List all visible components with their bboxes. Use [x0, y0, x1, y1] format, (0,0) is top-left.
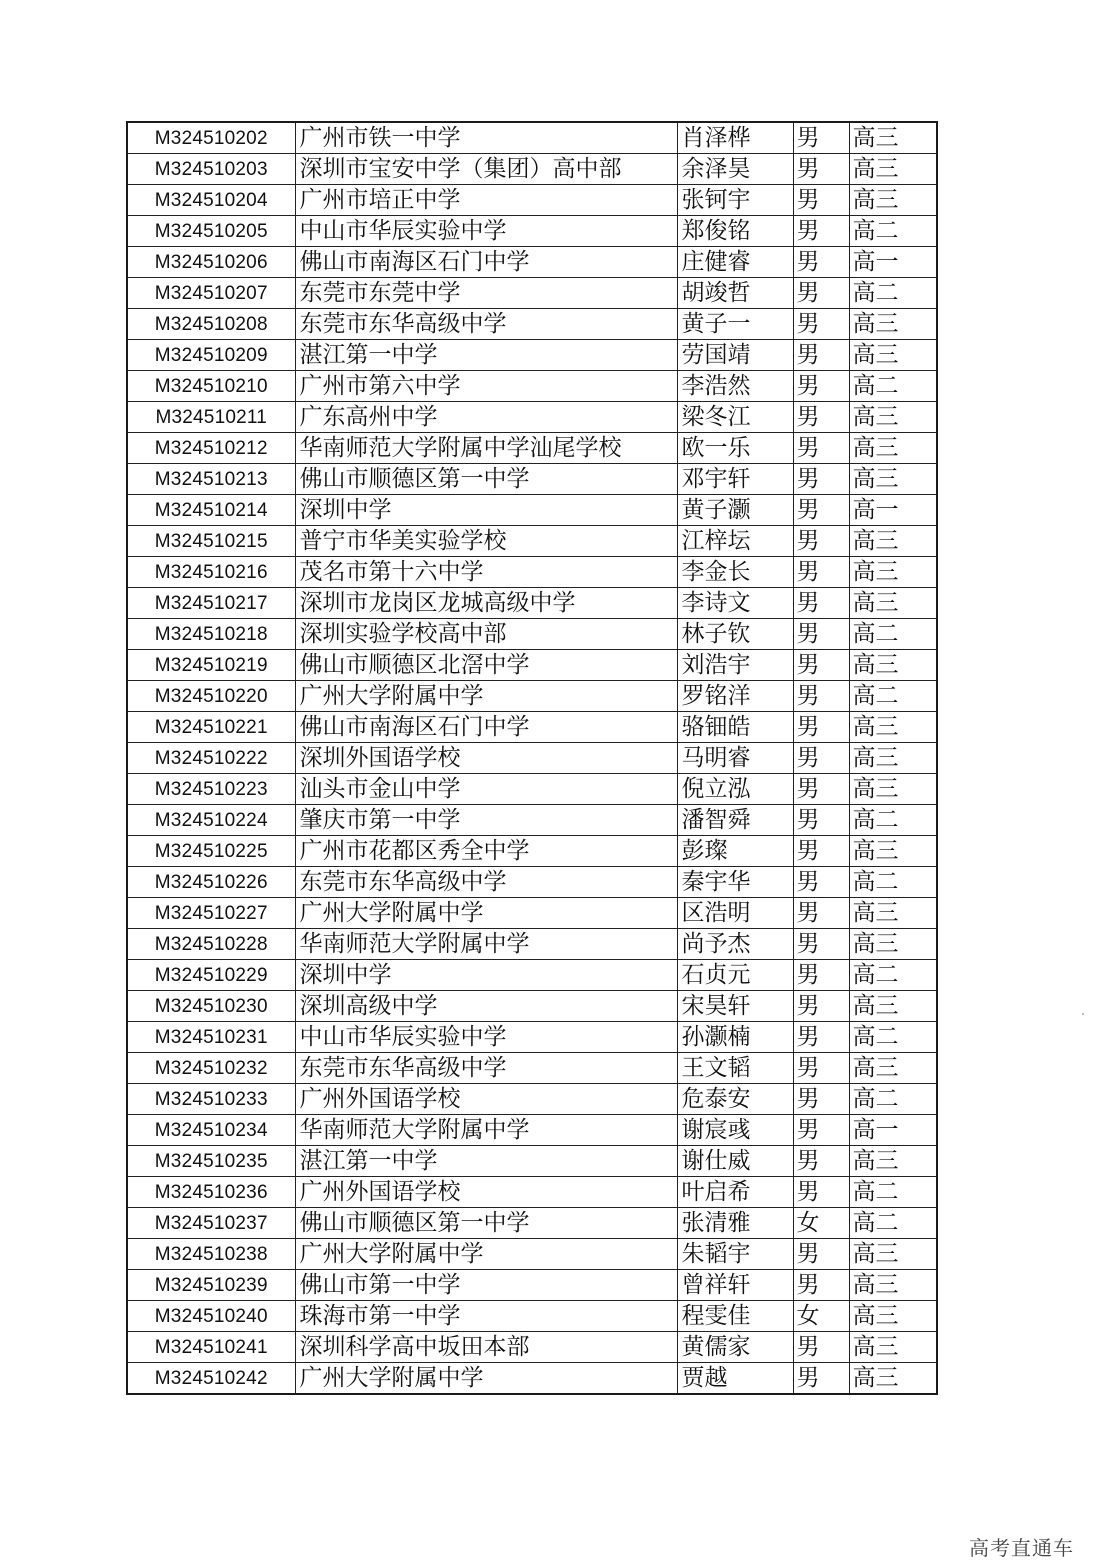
table-row: [127, 1363, 937, 1395]
cell-gender: 男: [793, 619, 849, 650]
cell-grade: 高二: [849, 960, 937, 991]
cell-gender: 男: [793, 681, 849, 712]
cell-candidate-id: M324510206: [127, 247, 295, 278]
cell-school: 深圳外国语学校: [295, 743, 677, 774]
cell-gender: 男: [793, 588, 849, 619]
cell-school: 佛山市顺德区第一中学: [295, 1208, 677, 1239]
cell-grade: 高三: [849, 185, 937, 216]
cell-gender: 男: [793, 960, 849, 991]
cell-gender: 男: [793, 1053, 849, 1084]
table-row: [127, 247, 937, 278]
cell-candidate-id: M324510203: [127, 154, 295, 185]
table-row: [127, 309, 937, 340]
cell-gender: 男: [793, 247, 849, 278]
cell-school: 华南师范大学附属中学: [295, 1115, 677, 1146]
table-row: [127, 774, 937, 805]
cell-school: 深圳中学: [295, 960, 677, 991]
cell-gender: 男: [793, 495, 849, 526]
table-row: [127, 1146, 937, 1177]
table-row: [127, 712, 937, 743]
cell-school: 广州外国语学校: [295, 1084, 677, 1115]
cell-candidate-id: M324510210: [127, 371, 295, 402]
cell-student-name: 谢宸彧: [677, 1115, 793, 1146]
cell-gender: 男: [793, 774, 849, 805]
cell-grade: 高一: [849, 1115, 937, 1146]
cell-gender: 男: [793, 402, 849, 433]
table-row: [127, 1177, 937, 1208]
cell-student-name: 谢仕威: [677, 1146, 793, 1177]
cell-grade: 高二: [849, 216, 937, 247]
table-row: [127, 1332, 937, 1363]
cell-gender: 男: [793, 867, 849, 898]
cell-grade: 高三: [849, 929, 937, 960]
cell-student-name: 危泰安: [677, 1084, 793, 1115]
cell-candidate-id: M324510215: [127, 526, 295, 557]
cell-student-name: 张清雅: [677, 1208, 793, 1239]
cell-grade: 高三: [849, 154, 937, 185]
cell-gender: 男: [793, 1270, 849, 1301]
table-row: [127, 526, 937, 557]
cell-gender: 男: [793, 1146, 849, 1177]
table-row: [127, 495, 937, 526]
cell-student-name: 劳国靖: [677, 340, 793, 371]
cell-school: 东莞市东莞中学: [295, 278, 677, 309]
cell-school: 深圳市龙岗区龙城高级中学: [295, 588, 677, 619]
table-row: [127, 867, 937, 898]
cell-student-name: 李金长: [677, 557, 793, 588]
cell-student-name: 王文韬: [677, 1053, 793, 1084]
cell-student-name: 贾越: [677, 1363, 793, 1395]
cell-gender: 男: [793, 371, 849, 402]
cell-student-name: 石贞元: [677, 960, 793, 991]
cell-grade: 高三: [849, 1146, 937, 1177]
cell-grade: 高三: [849, 650, 937, 681]
cell-grade: 高二: [849, 867, 937, 898]
cell-school: 广州大学附属中学: [295, 681, 677, 712]
cell-candidate-id: M324510216: [127, 557, 295, 588]
cell-school: 东莞市东华高级中学: [295, 1053, 677, 1084]
cell-grade: 高三: [849, 526, 937, 557]
cell-gender: 男: [793, 557, 849, 588]
cell-school: 广州市培正中学: [295, 185, 677, 216]
cell-gender: 男: [793, 836, 849, 867]
cell-school: 湛江第一中学: [295, 1146, 677, 1177]
cell-gender: 男: [793, 433, 849, 464]
cell-candidate-id: M324510202: [127, 122, 295, 154]
cell-grade: 高二: [849, 1022, 937, 1053]
cell-candidate-id: M324510205: [127, 216, 295, 247]
cell-school: 佛山市南海区石门中学: [295, 247, 677, 278]
cell-student-name: 欧一乐: [677, 433, 793, 464]
table-row: [127, 557, 937, 588]
roster-table: [126, 121, 938, 1395]
cell-school: 深圳科学高中坂田本部: [295, 1332, 677, 1363]
cell-candidate-id: M324510230: [127, 991, 295, 1022]
cell-grade: 高二: [849, 619, 937, 650]
cell-gender: 男: [793, 712, 849, 743]
cell-student-name: 罗铭洋: [677, 681, 793, 712]
table-row: [127, 588, 937, 619]
table-row: [127, 1053, 937, 1084]
table-row: [127, 122, 937, 154]
cell-grade: 高一: [849, 495, 937, 526]
cell-gender: 女: [793, 1301, 849, 1332]
cell-candidate-id: M324510227: [127, 898, 295, 929]
cell-candidate-id: M324510222: [127, 743, 295, 774]
table-row: [127, 650, 937, 681]
cell-gender: 男: [793, 1177, 849, 1208]
roster-table-body: [127, 122, 937, 1394]
table-row: [127, 1301, 937, 1332]
cell-school: 广州外国语学校: [295, 1177, 677, 1208]
cell-candidate-id: M324510219: [127, 650, 295, 681]
cell-student-name: 肖泽桦: [677, 122, 793, 154]
cell-grade: 高二: [849, 805, 937, 836]
cell-gender: 男: [793, 154, 849, 185]
table-row: [127, 464, 937, 495]
cell-candidate-id: M324510220: [127, 681, 295, 712]
cell-student-name: 李诗文: [677, 588, 793, 619]
cell-grade: 高三: [849, 743, 937, 774]
cell-gender: 男: [793, 1022, 849, 1053]
cell-school: 汕头市金山中学: [295, 774, 677, 805]
cell-candidate-id: M324510212: [127, 433, 295, 464]
table-row: [127, 991, 937, 1022]
table-row: [127, 402, 937, 433]
cell-candidate-id: M324510228: [127, 929, 295, 960]
cell-student-name: 黄子灏: [677, 495, 793, 526]
cell-candidate-id: M324510224: [127, 805, 295, 836]
cell-school: 湛江第一中学: [295, 340, 677, 371]
cell-student-name: 庄健睿: [677, 247, 793, 278]
cell-student-name: 秦宇华: [677, 867, 793, 898]
cell-grade: 高三: [849, 402, 937, 433]
watermark-text: 高考直通车: [969, 1536, 1074, 1560]
table-row: [127, 1115, 937, 1146]
cell-grade: 高二: [849, 1208, 937, 1239]
cell-candidate-id: M324510223: [127, 774, 295, 805]
cell-gender: 男: [793, 1239, 849, 1270]
cell-grade: 高二: [849, 278, 937, 309]
cell-student-name: 叶启希: [677, 1177, 793, 1208]
cell-candidate-id: M324510238: [127, 1239, 295, 1270]
cell-school: 深圳实验学校高中部: [295, 619, 677, 650]
cell-gender: 男: [793, 991, 849, 1022]
cell-candidate-id: M324510235: [127, 1146, 295, 1177]
cell-school: 佛山市顺德区第一中学: [295, 464, 677, 495]
cell-school: 华南师范大学附属中学: [295, 929, 677, 960]
cell-candidate-id: M324510225: [127, 836, 295, 867]
cell-grade: 高三: [849, 712, 937, 743]
cell-candidate-id: M324510233: [127, 1084, 295, 1115]
cell-candidate-id: M324510221: [127, 712, 295, 743]
cell-student-name: 曾祥轩: [677, 1270, 793, 1301]
cell-candidate-id: M324510204: [127, 185, 295, 216]
cell-gender: 男: [793, 929, 849, 960]
cell-candidate-id: M324510234: [127, 1115, 295, 1146]
table-row: [127, 1239, 937, 1270]
cell-gender: 男: [793, 340, 849, 371]
cell-school: 广州市第六中学: [295, 371, 677, 402]
cell-school: 广州市铁一中学: [295, 122, 677, 154]
cell-gender: 男: [793, 526, 849, 557]
table-row: [127, 216, 937, 247]
cell-gender: 男: [793, 216, 849, 247]
cell-grade: 高二: [849, 1084, 937, 1115]
cell-student-name: 孙灏楠: [677, 1022, 793, 1053]
cell-student-name: 宋昊轩: [677, 991, 793, 1022]
cell-grade: 高三: [849, 1332, 937, 1363]
cell-grade: 高三: [849, 340, 937, 371]
cell-school: 茂名市第十六中学: [295, 557, 677, 588]
cell-grade: 高三: [849, 836, 937, 867]
cell-candidate-id: M324510209: [127, 340, 295, 371]
cell-grade: 高三: [849, 557, 937, 588]
cell-student-name: 黄儒家: [677, 1332, 793, 1363]
cell-school: 深圳市宝安中学（集团）高中部: [295, 154, 677, 185]
cell-student-name: 骆钿皓: [677, 712, 793, 743]
cell-school: 深圳中学: [295, 495, 677, 526]
table-row: [127, 836, 937, 867]
cell-grade: 高三: [849, 1053, 937, 1084]
cell-grade: 高三: [849, 774, 937, 805]
table-row: [127, 433, 937, 464]
cell-grade: 高一: [849, 247, 937, 278]
cell-candidate-id: M324510207: [127, 278, 295, 309]
cell-school: 佛山市顺德区北滘中学: [295, 650, 677, 681]
cell-student-name: 江梓坛: [677, 526, 793, 557]
cell-gender: 男: [793, 185, 849, 216]
cell-school: 华南师范大学附属中学汕尾学校: [295, 433, 677, 464]
table-row: [127, 371, 937, 402]
cell-candidate-id: M324510218: [127, 619, 295, 650]
cell-gender: 男: [793, 805, 849, 836]
cell-gender: 女: [793, 1208, 849, 1239]
table-row: [127, 960, 937, 991]
cell-grade: 高二: [849, 1177, 937, 1208]
cell-student-name: 梁冬江: [677, 402, 793, 433]
cell-candidate-id: M324510208: [127, 309, 295, 340]
table-row: [127, 898, 937, 929]
cell-grade: 高三: [849, 309, 937, 340]
cell-grade: 高三: [849, 464, 937, 495]
cell-gender: 男: [793, 1084, 849, 1115]
table-row: [127, 619, 937, 650]
cell-gender: 男: [793, 309, 849, 340]
cell-gender: 男: [793, 464, 849, 495]
cell-student-name: 李浩然: [677, 371, 793, 402]
cell-student-name: 余泽昊: [677, 154, 793, 185]
cell-school: 广州大学附属中学: [295, 1239, 677, 1270]
cell-grade: 高三: [849, 1363, 937, 1395]
cell-school: 中山市华辰实验中学: [295, 216, 677, 247]
cell-student-name: 程雯佳: [677, 1301, 793, 1332]
cell-gender: 男: [793, 1363, 849, 1395]
cell-grade: 高三: [849, 898, 937, 929]
cell-grade: 高三: [849, 433, 937, 464]
cell-school: 广州大学附属中学: [295, 1363, 677, 1395]
cell-candidate-id: M324510240: [127, 1301, 295, 1332]
cell-student-name: 黄子一: [677, 309, 793, 340]
cell-school: 肇庆市第一中学: [295, 805, 677, 836]
cell-student-name: 林子钦: [677, 619, 793, 650]
cell-student-name: 邓宇轩: [677, 464, 793, 495]
cell-student-name: 朱韬宇: [677, 1239, 793, 1270]
cell-student-name: 区浩明: [677, 898, 793, 929]
cell-gender: 男: [793, 1332, 849, 1363]
cell-candidate-id: M324510211: [127, 402, 295, 433]
cell-gender: 男: [793, 743, 849, 774]
cell-student-name: 马明睿: [677, 743, 793, 774]
cell-school: 佛山市第一中学: [295, 1270, 677, 1301]
cell-grade: 高三: [849, 1270, 937, 1301]
table-row: [127, 1084, 937, 1115]
cell-candidate-id: M324510241: [127, 1332, 295, 1363]
cell-gender: 男: [793, 898, 849, 929]
table-row: [127, 1208, 937, 1239]
cell-school: 佛山市南海区石门中学: [295, 712, 677, 743]
table-row: [127, 681, 937, 712]
cell-school: 珠海市第一中学: [295, 1301, 677, 1332]
cell-gender: 男: [793, 1115, 849, 1146]
table-row: [127, 1022, 937, 1053]
table-row: [127, 929, 937, 960]
cell-grade: 高二: [849, 371, 937, 402]
cell-candidate-id: M324510217: [127, 588, 295, 619]
cell-gender: 男: [793, 122, 849, 154]
cell-grade: 高二: [849, 681, 937, 712]
cell-school: 东莞市东华高级中学: [295, 309, 677, 340]
table-row: [127, 185, 937, 216]
cell-grade: 高三: [849, 122, 937, 154]
cell-school: 普宁市华美实验学校: [295, 526, 677, 557]
cell-candidate-id: M324510231: [127, 1022, 295, 1053]
cell-grade: 高三: [849, 1301, 937, 1332]
cell-candidate-id: M324510232: [127, 1053, 295, 1084]
cell-candidate-id: M324510214: [127, 495, 295, 526]
cell-candidate-id: M324510229: [127, 960, 295, 991]
cell-school: 东莞市东华高级中学: [295, 867, 677, 898]
cell-school: 深圳高级中学: [295, 991, 677, 1022]
cell-student-name: 倪立泓: [677, 774, 793, 805]
cell-grade: 高三: [849, 588, 937, 619]
cell-candidate-id: M324510242: [127, 1363, 295, 1395]
cell-school: 广州大学附属中学: [295, 898, 677, 929]
table-row: [127, 278, 937, 309]
cell-grade: 高三: [849, 991, 937, 1022]
cell-candidate-id: M324510236: [127, 1177, 295, 1208]
cell-student-name: 胡竣哲: [677, 278, 793, 309]
cell-school: 广东高州中学: [295, 402, 677, 433]
cell-candidate-id: M324510239: [127, 1270, 295, 1301]
cell-candidate-id: M324510226: [127, 867, 295, 898]
cell-candidate-id: M324510213: [127, 464, 295, 495]
cell-school: 广州市花都区秀全中学: [295, 836, 677, 867]
cell-student-name: 张钶宇: [677, 185, 793, 216]
table-row: [127, 154, 937, 185]
cell-gender: 男: [793, 650, 849, 681]
cell-student-name: 郑俊铭: [677, 216, 793, 247]
cell-school: 中山市华辰实验中学: [295, 1022, 677, 1053]
cell-student-name: 潘智舜: [677, 805, 793, 836]
cell-grade: 高三: [849, 1239, 937, 1270]
cell-student-name: 刘浩宇: [677, 650, 793, 681]
scan-speck: [1082, 1013, 1084, 1015]
cell-candidate-id: M324510237: [127, 1208, 295, 1239]
table-row: [127, 805, 937, 836]
table-row: [127, 743, 937, 774]
table-row: [127, 1270, 937, 1301]
table-row: [127, 340, 937, 371]
cell-gender: 男: [793, 278, 849, 309]
cell-student-name: 彭璨: [677, 836, 793, 867]
cell-student-name: 尚予杰: [677, 929, 793, 960]
